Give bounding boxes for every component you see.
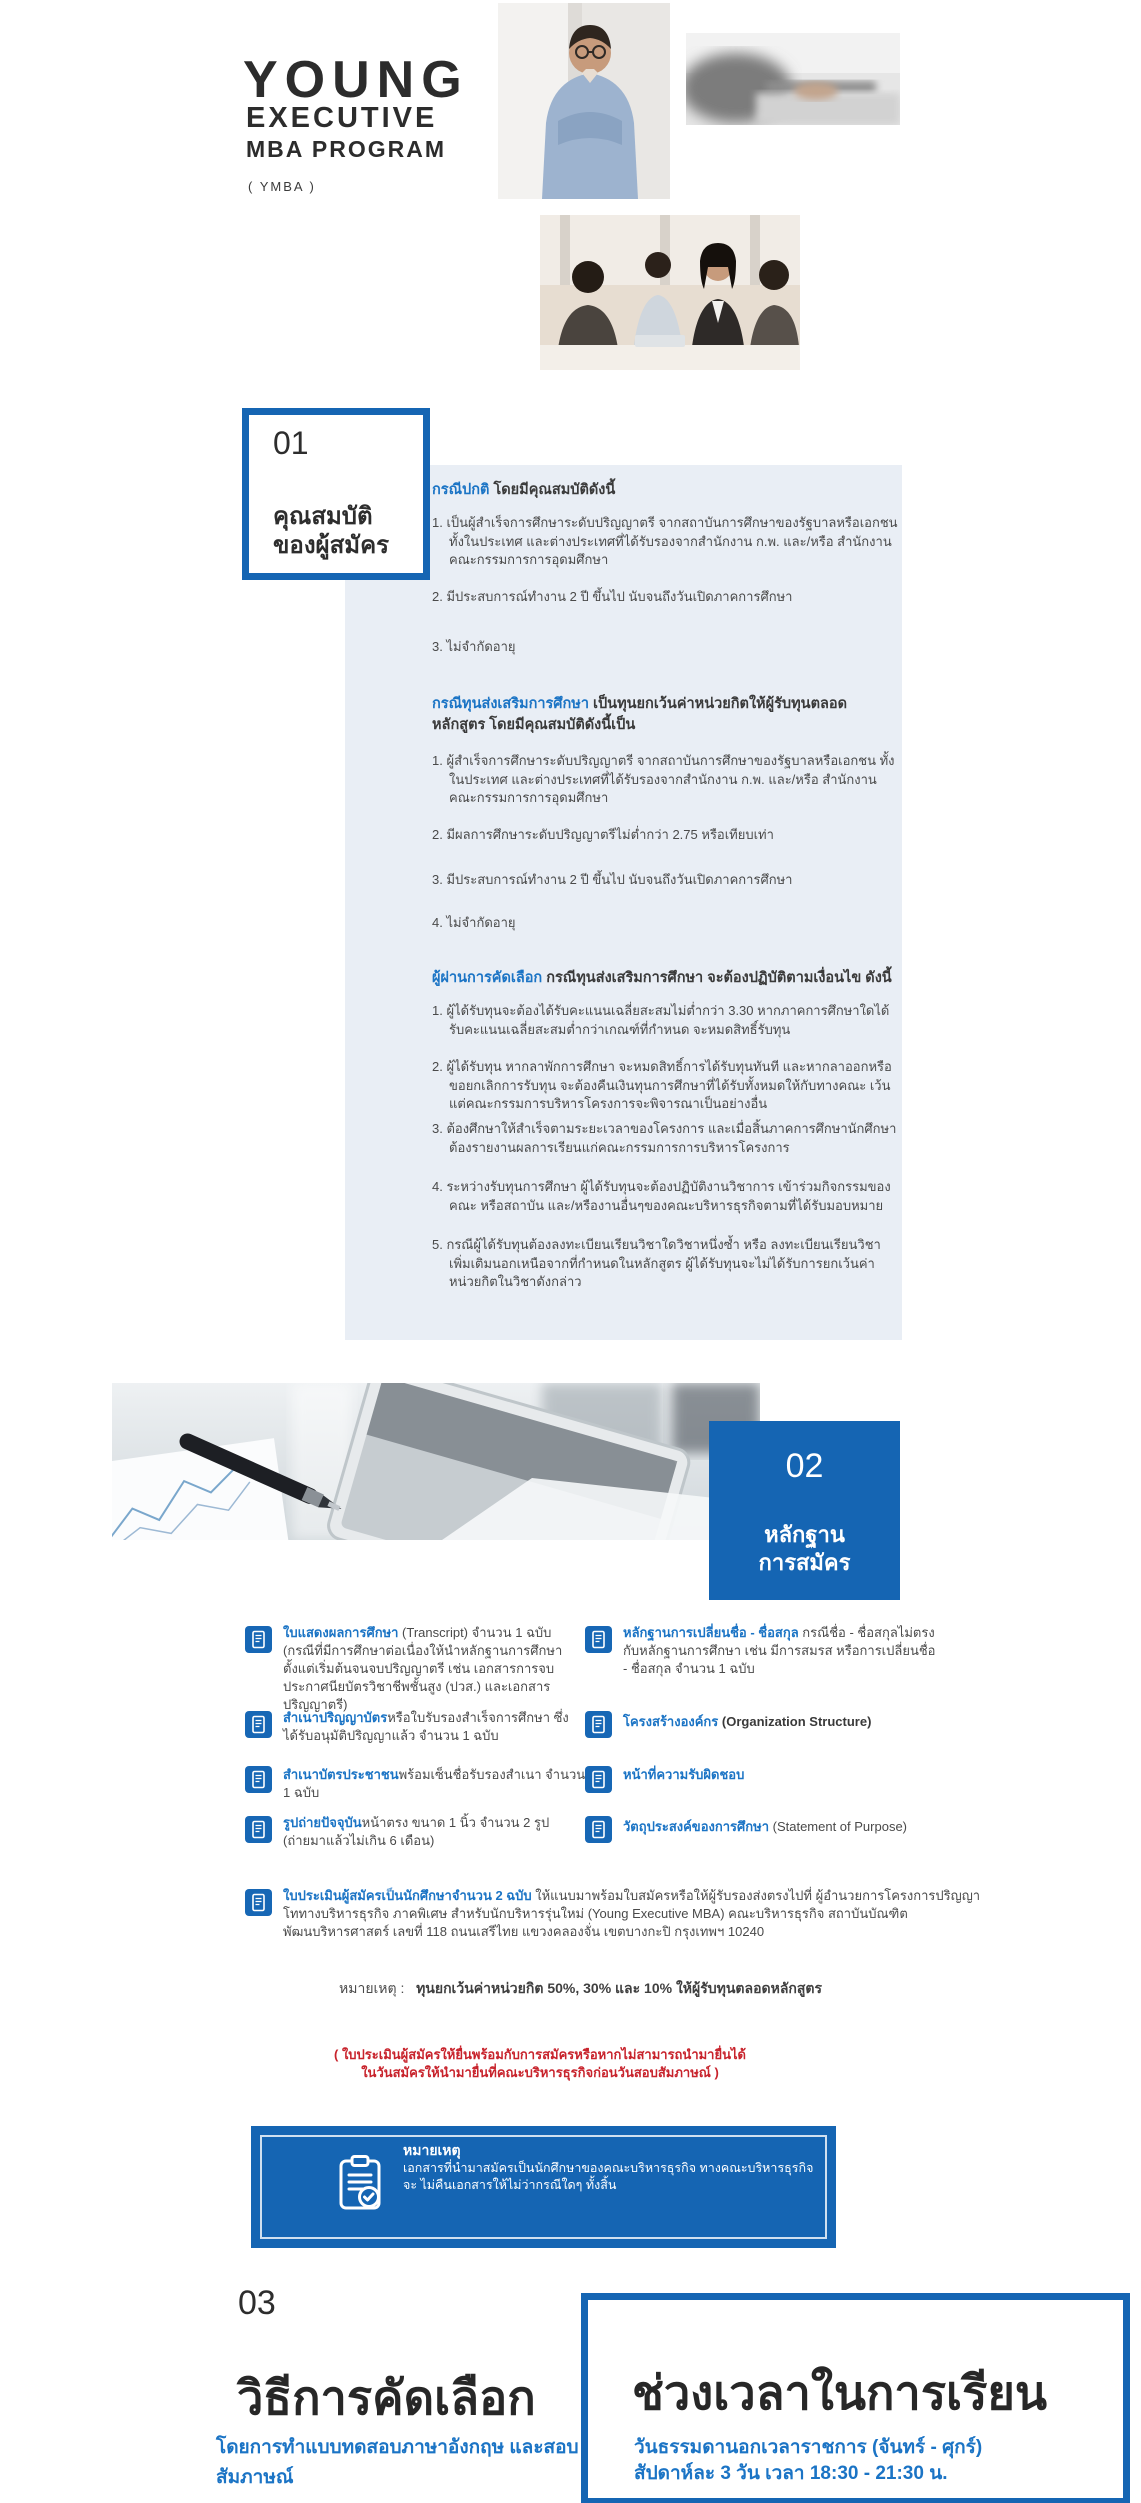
document-item-name-change	[623, 1624, 943, 1678]
heading-rest: เป็นทุนยกเว้นค่าหน่วยกิตให้ผู้รับทุนตลอดหลักสูตร โดยมีคุณสมบัติดังนี้เป็น	[432, 696, 847, 734]
document-detail: (Statement of Purpose)	[769, 1819, 908, 1834]
program-title-executive: EXECUTIVE	[246, 102, 438, 134]
section-01-title-line1: คุณสมบัติ	[273, 503, 373, 530]
section-01-number: 01	[273, 425, 309, 461]
qualification-heading-normal	[432, 480, 892, 501]
study-schedule-box	[581, 2293, 1130, 2503]
note-box-title: หมายเหตุ	[403, 2142, 461, 2158]
photo-laptop-typing	[686, 33, 900, 125]
heading-rest: โดยมีคุณสมบัติดังนี้	[489, 482, 616, 498]
document-title: ใบแสดงผลการศึกษา	[283, 1625, 399, 1640]
heading-highlight: กรณีทุนส่งเสริมการศึกษา	[432, 696, 589, 712]
document-title: ใบประเมินผู้สมัครเป็นนักศึกษาจำนวน 2 ฉบับ	[283, 1888, 532, 1903]
document-title: สำเนาปริญญาบัตร	[283, 1710, 388, 1725]
section-02-title-line2: การสมัคร	[758, 1550, 851, 1576]
document-icon	[585, 1626, 612, 1653]
qualification-item: 2. มีผลการศึกษาระดับปริญญาตรีไม่ต่ำกว่า 2.75 หรือเทียบเท่า	[432, 827, 774, 842]
document-title: หลักฐานการเปลี่ยนชื่อ - ชื่อสกุล	[623, 1625, 799, 1640]
qualification-item: 2. ผู้ได้รับทุน หากลาพักการศึกษา จะหมดสิทธิ์การได้รับทุนทันที และหากลาออกหรือขอยกเลิกการรับทุน จะต้องคืนเงินทุนการศึกษาที่ได้รับทั้งหมดให้กับทางคณะ เว้นแต่คณะกรรมการบริหารโครงการจะพิจารณาเป็นอย่างอื่น	[432, 1059, 892, 1111]
clipboard-check-icon	[337, 2154, 383, 2217]
tuition-note-label: หมายเหตุ :	[339, 1980, 405, 1996]
heading-rest: กรณีทุนส่งเสริมการศึกษา จะต้องปฏิบัติตามเงื่อนไข ดังนี้	[542, 970, 892, 986]
document-item-statement-of-purpose	[623, 1818, 963, 1836]
document-icon	[245, 1889, 272, 1916]
qualification-heading-scholarship	[432, 694, 892, 736]
document-detail: ให้แนบมาพร้อมใบสมัครหรือให้ผู้รับรองส่งตรงไปที่ ผู้อำนวยการโครงการปริญญาโททางบริหารธุรกิจ ภาคพิเศษ สำหรับนักบริหารรุ่นใหม่ (Young Executive MBA) คณะบริหารธุรกิจ สถาบันบัณฑิตพัฒนบริหารศาสตร์ เลขที่ 118 ถนนเสรีไทย แขวงคลองจั่น เขตบางกะปิ กรุงเทพฯ 10240	[283, 1888, 981, 1939]
note-box	[251, 2126, 836, 2248]
selection-method-subtitle: โดยการทำแบบทดสอบภาษาอังกฤษ และสอบสัมภาษณ์	[216, 2437, 579, 2488]
document-icon	[585, 1766, 612, 1793]
qualification-item: 2. มีประสบการณ์ทำงาน 2 ปี ขึ้นไป นับจนถึงวันเปิดภาคการศึกษา	[432, 589, 793, 604]
study-schedule-title: ช่วงเวลาในการเรียน	[632, 2366, 1048, 2419]
document-item-degree-copy	[283, 1709, 575, 1745]
section-02-number: 02	[785, 1447, 824, 1485]
qualification-item: 5. กรณีผู้ได้รับทุนต้องลงทะเบียนเรียนวิชาใดวิชาหนึ่งซ้ำ หรือ ลงทะเบียนเรียนวิชาเพิ่มเติมนอกเหนือจากที่กำหนดในหลักสูตร ผู้ได้รับทุนจะไม่ได้รับการยกเว้นค่าหน่วยกิตในวิชาดังกล่าว	[432, 1237, 881, 1289]
document-icon	[245, 1626, 272, 1653]
red-warning-note	[320, 2046, 760, 2082]
tuition-note-text: ทุนยกเว้นค่าหน่วยกิต 50%, 30% และ 10% ให้ผู้รับทุนตลอดหลักสูตร	[416, 1980, 823, 1996]
document-title: วัตถุประสงค์ของการศึกษา	[623, 1819, 769, 1834]
program-title-mba: MBA PROGRAM	[246, 136, 447, 162]
document-detail: กรณีชื่อ - ชื่อสกุลไม่ตรงกับหลักฐานการศึกษา เช่น มีการสมรส หรือการเปลี่ยนชื่อ - ชื่อสกุล จำนวน 1 ฉบับ	[623, 1625, 936, 1676]
document-icon	[245, 1766, 272, 1793]
section-01-title-line2: ของผู้สมัคร	[273, 531, 390, 559]
photo-businessman-portrait	[498, 3, 670, 199]
document-detail: (Transcript) จำนวน 1 ฉบับ (กรณีที่มีการศึกษาต่อเนื่องให้นำหลักฐานการศึกษาตั้งแต่เริ่มต้นจนจบปริญญาตรี เช่น เอกสารการจบประกาศนียบัตรวิชาชีพชั้นสูง (ปวส.) และเอกสารปริญญาตรี)	[283, 1625, 563, 1712]
section-01-box	[242, 408, 430, 580]
section-01-title	[273, 503, 389, 561]
document-title: สำเนาบัตรประชาชน	[283, 1767, 399, 1782]
section-02-box	[709, 1421, 900, 1600]
program-title-abbr: ( YMBA )	[248, 179, 316, 194]
red-warning-line2: ในวันสมัครให้นำมายื่นที่คณะบริหารธุรกิจก่อนวันสอบสัมภาษณ์ )	[361, 2065, 719, 2080]
document-icon	[245, 1816, 272, 1843]
document-item-org-structure	[623, 1713, 963, 1731]
selection-method-title: วิธีการคัดเลือก	[237, 2371, 536, 2424]
document-item-evaluation-form	[283, 1887, 983, 1941]
document-detail: หน้าตรง ขนาด 1 นิ้ว จำนวน 2 รูป (ถ่ายมาแล้วไม่เกิน 6 เดือน)	[283, 1815, 550, 1848]
program-title-young: YOUNG	[243, 51, 469, 109]
document-icon	[585, 1816, 612, 1843]
qualification-item: 3. ไม่จำกัดอายุ	[432, 639, 516, 654]
heading-highlight: ผู้ผ่านการคัดเลือก	[432, 970, 543, 986]
tuition-note	[339, 1978, 822, 2000]
document-item-transcript	[283, 1624, 575, 1714]
qualification-heading-selected	[432, 968, 892, 989]
heading-highlight: กรณีปกติ	[432, 482, 490, 498]
study-schedule-line1: วันธรรมดานอกเวลาราชการ (จันทร์ - ศุกร์)	[634, 2437, 983, 2458]
qualification-item: 3. ต้องศึกษาให้สำเร็จตามระยะเวลาของโครงการ และเมื่อสิ้นภาคการศึกษานักศึกษาต้องรายงานผลการเรียนแก่คณะกรรมการการบริหารโครงการ	[432, 1121, 897, 1155]
photo-desk-tablet-pen	[112, 1383, 760, 1540]
document-detail: พร้อมเซ็นชื่อรับรองสำเนา จำนวน 1 ฉบับ	[283, 1767, 586, 1800]
qualification-item: 1. ผู้ได้รับทุนจะต้องได้รับคะแนนเฉลี่ยสะสมไม่ต่ำกว่า 3.30 หากภาคการศึกษาใดได้รับคะแนนเฉลี่ยสะสมต่ำกว่าเกณฑ์ที่กำหนด จะหมดสิทธิ์รับทุน	[432, 1003, 890, 1037]
qualification-item: 4. ไม่จำกัดอายุ	[432, 915, 516, 930]
document-title: โครงสร้างองค์กร	[623, 1714, 719, 1729]
section-03-number: 03	[238, 2284, 276, 2322]
section-02-title	[709, 1521, 900, 1578]
qualification-item: 3. มีประสบการณ์ทำงาน 2 ปี ขึ้นไป นับจนถึงวันเปิดภาคการศึกษา	[432, 872, 793, 887]
note-box-body: เอกสารที่นำมาสมัครเป็นนักศึกษาของคณะบริหารธุรกิจ ทางคณะบริหารธุรกิจจะ ไม่คืนเอกสารให้ไม่ว่ากรณีใดๆ ทั้งสิ้น	[403, 2161, 814, 2192]
qualification-item: 1. ผู้สำเร็จการศึกษาระดับปริญญาตรี จากสถาบันการศึกษาของรัฐบาลหรือเอกชน ทั้งในประเทศ และต่างประเทศที่ได้รับรองจากสำนักงาน ก.พ. และ/หรือ สำนักงาน คณะกรรมการการอุดมศึกษา	[432, 753, 895, 805]
document-icon	[585, 1711, 612, 1738]
document-title: รูปถ่ายปัจจุบัน	[283, 1815, 362, 1830]
section-02-title-line1: หลักฐาน	[764, 1521, 845, 1547]
photo-team-meeting	[540, 215, 800, 370]
document-item-photo	[283, 1814, 563, 1850]
red-warning-line1: ( ใบประเมินผู้สมัครให้ยื่นพร้อมกับการสมัครหรือหากไม่สามารถนำมายื่นได้	[334, 2047, 746, 2062]
document-icon	[245, 1711, 272, 1738]
document-detail: หรือใบรับรองสำเร็จการศึกษา ซึ่งได้รับอนุมัติปริญญาแล้ว จำนวน 1 ฉบับ	[283, 1710, 569, 1743]
document-item-responsibilities	[623, 1766, 963, 1784]
qualification-item: 4. ระหว่างรับทุนการศึกษา ผู้ได้รับทุนจะต้องปฏิบัติงานวิชาการ เข้าร่วมกิจกรรมของคณะ หรือสถาบัน และ/หรืองานอื่นๆของคณะบริหารธุรกิจตามที่ได้รับมอบหมาย	[432, 1179, 891, 1213]
document-detail: (Organization Structure)	[718, 1714, 872, 1729]
qualification-item: 1. เป็นผู้สำเร็จการศึกษาระดับปริญญาตรี จากสถาบันการศึกษาของรัฐบาลหรือเอกชน ทั้งในประเทศ และต่างประเทศที่ได้รับรองจากสำนักงาน ก.พ. และ/หรือ สำนักงาน คณะกรรมการการอุดมศึกษา	[432, 515, 898, 567]
document-item-id-card-copy	[283, 1766, 593, 1802]
document-title: หน้าที่ความรับผิดชอบ	[623, 1767, 745, 1782]
study-schedule-line2: สัปดาห์ละ 3 วัน เวลา 18:30 - 21:30 น.	[634, 2463, 948, 2484]
